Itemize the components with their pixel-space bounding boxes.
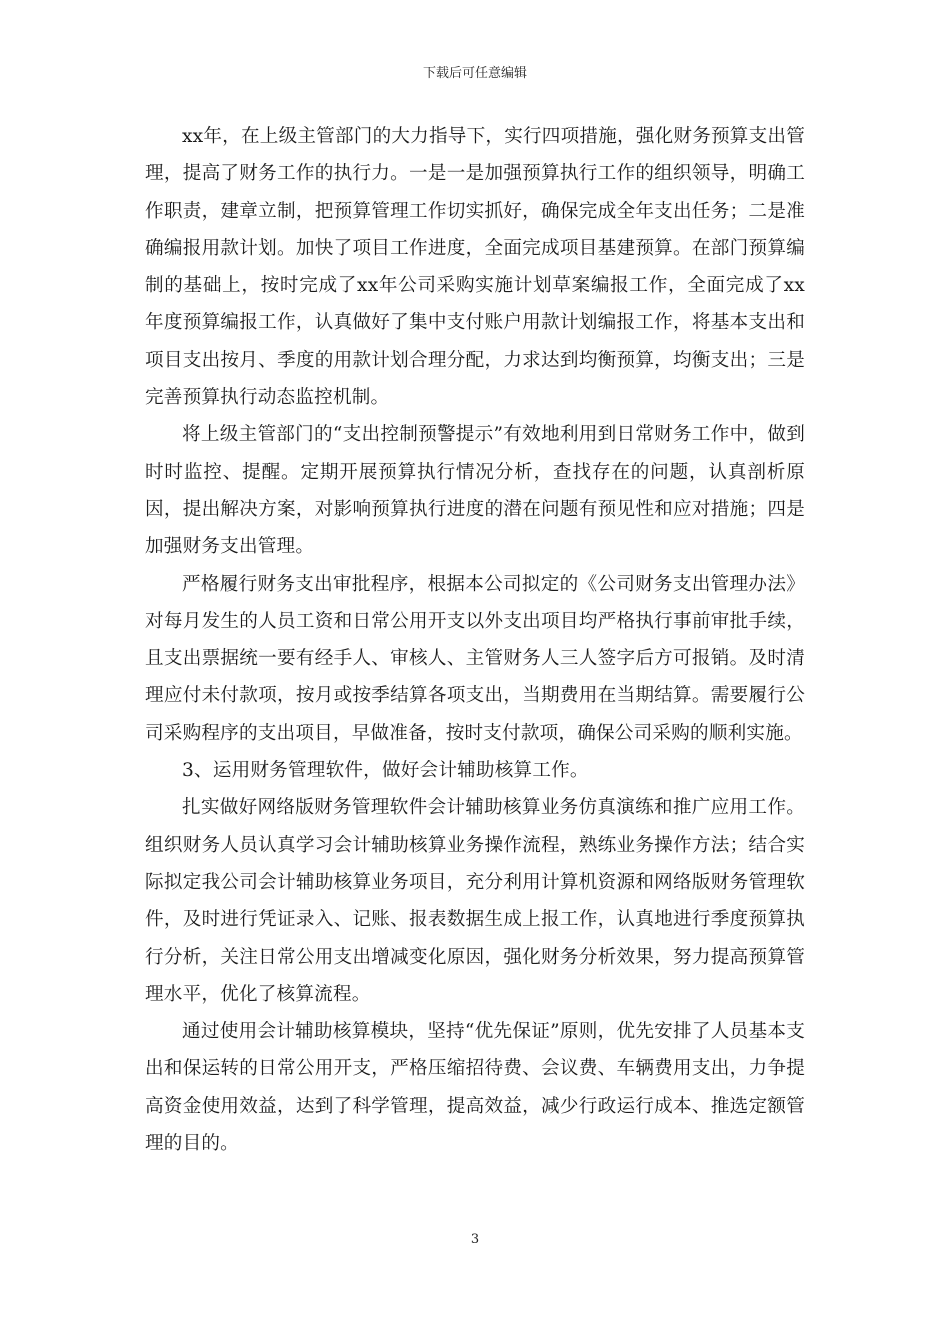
page-number: 3 [470,1232,480,1247]
paragraph-budget-measures: xx年，在上级主管部门的大力指导下，实行四项措施，强化财务预算支出管理，提高了财务工作的执行力。一是一是加强预算执行工作的组织领导，明确工作职责，建章立制，把预算管理工作切实抓好，确保完成全年支出任务；二是准确编报用款计划。加快了项目工作进度，全面完成项目基建预算。在部门预算编制的基础上，按时完成了xx年公司采购实施计划草案编报工作，全面完成了xx年度预算编报工作，认真做好了集中支付账户用款计划编报工作，将基本支出和项目支出按月、季度的用款计划合理分配，力求达到均衡预算，均衡支出；三是完善预算执行动态监控机制。 [145,126,805,409]
paragraph-approval-procedure: 严格履行财务支出审批程序，根据本公司拟定的《公司财务支出管理办法》对每月发生的人员工资和日常公用开支以外支出项目均严格执行事前审批手续，且支出票据统一要有经手人、审核人、主管财务人三人签字后方可报销。及时清理应付未付款项，按月或按季结算各项支出，当期费用在当期结算。需要履行公司采购程序的支出项目，早做准备，按时支付款项，确保公司采购的顺利实施。 [145,573,805,744]
page-header: 下载后可任意编辑 [422,66,527,81]
paragraph-priority-guarantee: 通过使用会计辅助核算模块，坚持“优先保证”原则，优先安排了人员基本支出和保运转的日常公用开支，严格压缩招待费、会议费、车辆费用支出，力争提高资金使用效益，达到了科学管理，提高效益，减少行政运行成本、推选定额管理的目的。 [145,1021,805,1155]
paragraph-software-training: 扎实做好网络版财务管理软件会计辅助核算业务仿真演练和推广应用工作。组织财务人员认真学习会计辅助核算业务操作流程，熟练业务操作方法；结合实际拟定我公司会计辅助核算业务项目，充分利用计算机资源和网络版财务管理软件，及时进行凭证录入、记账、报表数据生成上报工作，认真地进行季度预算执行分析，关注日常公用支出增减变化原因，强化财务分析效果，努力提高预算管理水平，优化了核算流程。 [145,797,805,1005]
document-body [145,118,805,1162]
section-heading-software: 3、运用财务管理软件，做好会计辅助核算工作。 [182,760,589,782]
paragraph-expenditure-warning: 将上级主管部门的“支出控制预警提示”有效地利用到日常财务工作中，做到时时监控、提醒。定期开展预算执行情况分析，查找存在的问题，认真剖析原因，提出解决方案，对影响预算执行进度的潜在问题有预见性和应对措施；四是加强财务支出管理。 [145,424,805,558]
